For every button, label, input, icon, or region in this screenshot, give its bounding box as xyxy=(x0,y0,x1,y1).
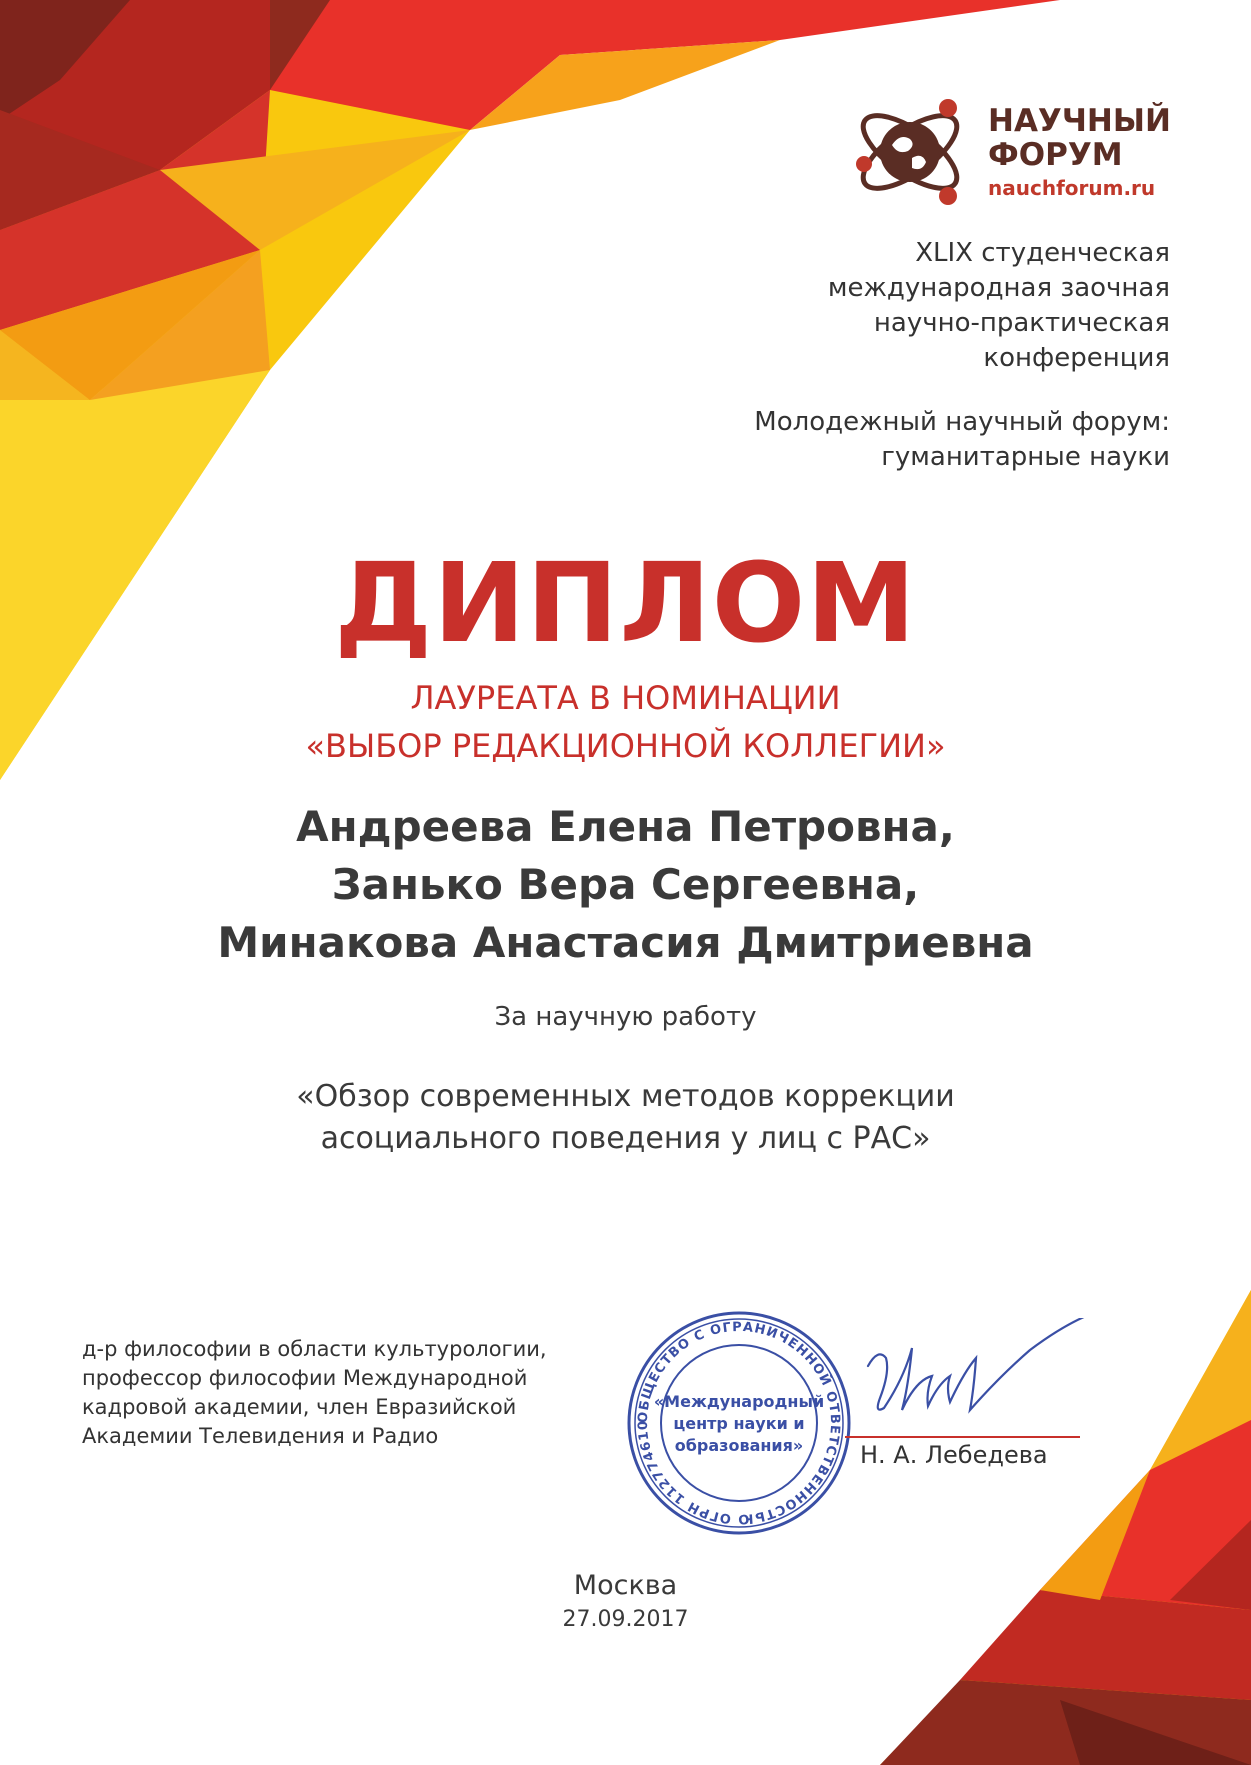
recipients xyxy=(0,798,1251,972)
city: Москва xyxy=(573,1570,678,1601)
logo-site: nauchforum.ru xyxy=(988,176,1156,200)
recipient-name: Минакова Анастасия Дмитриевна xyxy=(217,918,1034,967)
stamp-center-line: «Международный xyxy=(653,1392,825,1411)
signer-name: Н. А. Лебедева xyxy=(860,1441,1048,1469)
conference-line: научно-практическая xyxy=(873,308,1170,338)
nomination-line: «ВЫБОР РЕДАКЦИОННОЙ КОЛЛЕГИИ» xyxy=(305,727,946,765)
atom-globe-icon xyxy=(850,90,980,210)
section-title xyxy=(610,405,1170,475)
logo-title-line1: НАУЧНЫЙ xyxy=(988,103,1171,139)
stamp-seal xyxy=(624,1308,854,1538)
signer-credentials xyxy=(82,1335,642,1451)
stamp-center-line: центр науки и xyxy=(673,1414,805,1433)
signature-handwritten xyxy=(860,1318,1130,1428)
stamp-ring-text: ОБЩЕСТВО С ОГРАНИЧЕННОЙ ОТВЕТСТВЕННОСТЬЮ ОГРН 112774610 xyxy=(635,1319,843,1527)
logo-title xyxy=(988,104,1171,172)
signature-underline xyxy=(845,1436,1080,1438)
conference-line: XLIX студенческая xyxy=(915,238,1170,268)
conference-line: конференция xyxy=(983,343,1170,373)
work-title-line: асоциального поведения у лиц с РАС» xyxy=(320,1121,931,1156)
conference-title xyxy=(650,236,1170,376)
signer-credentials-line: кадровой академии, член Евразийской xyxy=(82,1395,517,1419)
nomination-line: ЛАУРЕАТА В НОМИНАЦИИ xyxy=(410,679,841,717)
conference-line: международная заочная xyxy=(827,273,1170,303)
stamp-center-line: образования» xyxy=(674,1436,804,1455)
logo-title-line2: ФОРУМ xyxy=(988,137,1123,173)
stamp-center-text xyxy=(624,1391,854,1457)
signer-credentials-line: профессор философии Международной xyxy=(82,1366,528,1390)
recipient-name: Андреева Елена Петровна, xyxy=(296,802,955,851)
recipient-name: Занько Вера Сергеевна, xyxy=(331,860,920,909)
date: 27.09.2017 xyxy=(562,1607,689,1632)
work-title xyxy=(0,1076,1251,1160)
signer-credentials-line: д-р философии в области культурологии, xyxy=(82,1337,547,1361)
work-title-line: «Обзор современных методов коррекции xyxy=(296,1079,955,1114)
logo xyxy=(850,90,1175,210)
section-line: гуманитарные науки xyxy=(881,442,1170,472)
award-for-label: За научную работу xyxy=(494,1002,757,1032)
section-line: Молодежный научный форум: xyxy=(754,407,1170,437)
signer-credentials-line: Академии Телевидения и Радио xyxy=(82,1424,439,1448)
nomination xyxy=(0,674,1251,770)
diploma-title: ДИПЛОМ xyxy=(334,539,917,667)
